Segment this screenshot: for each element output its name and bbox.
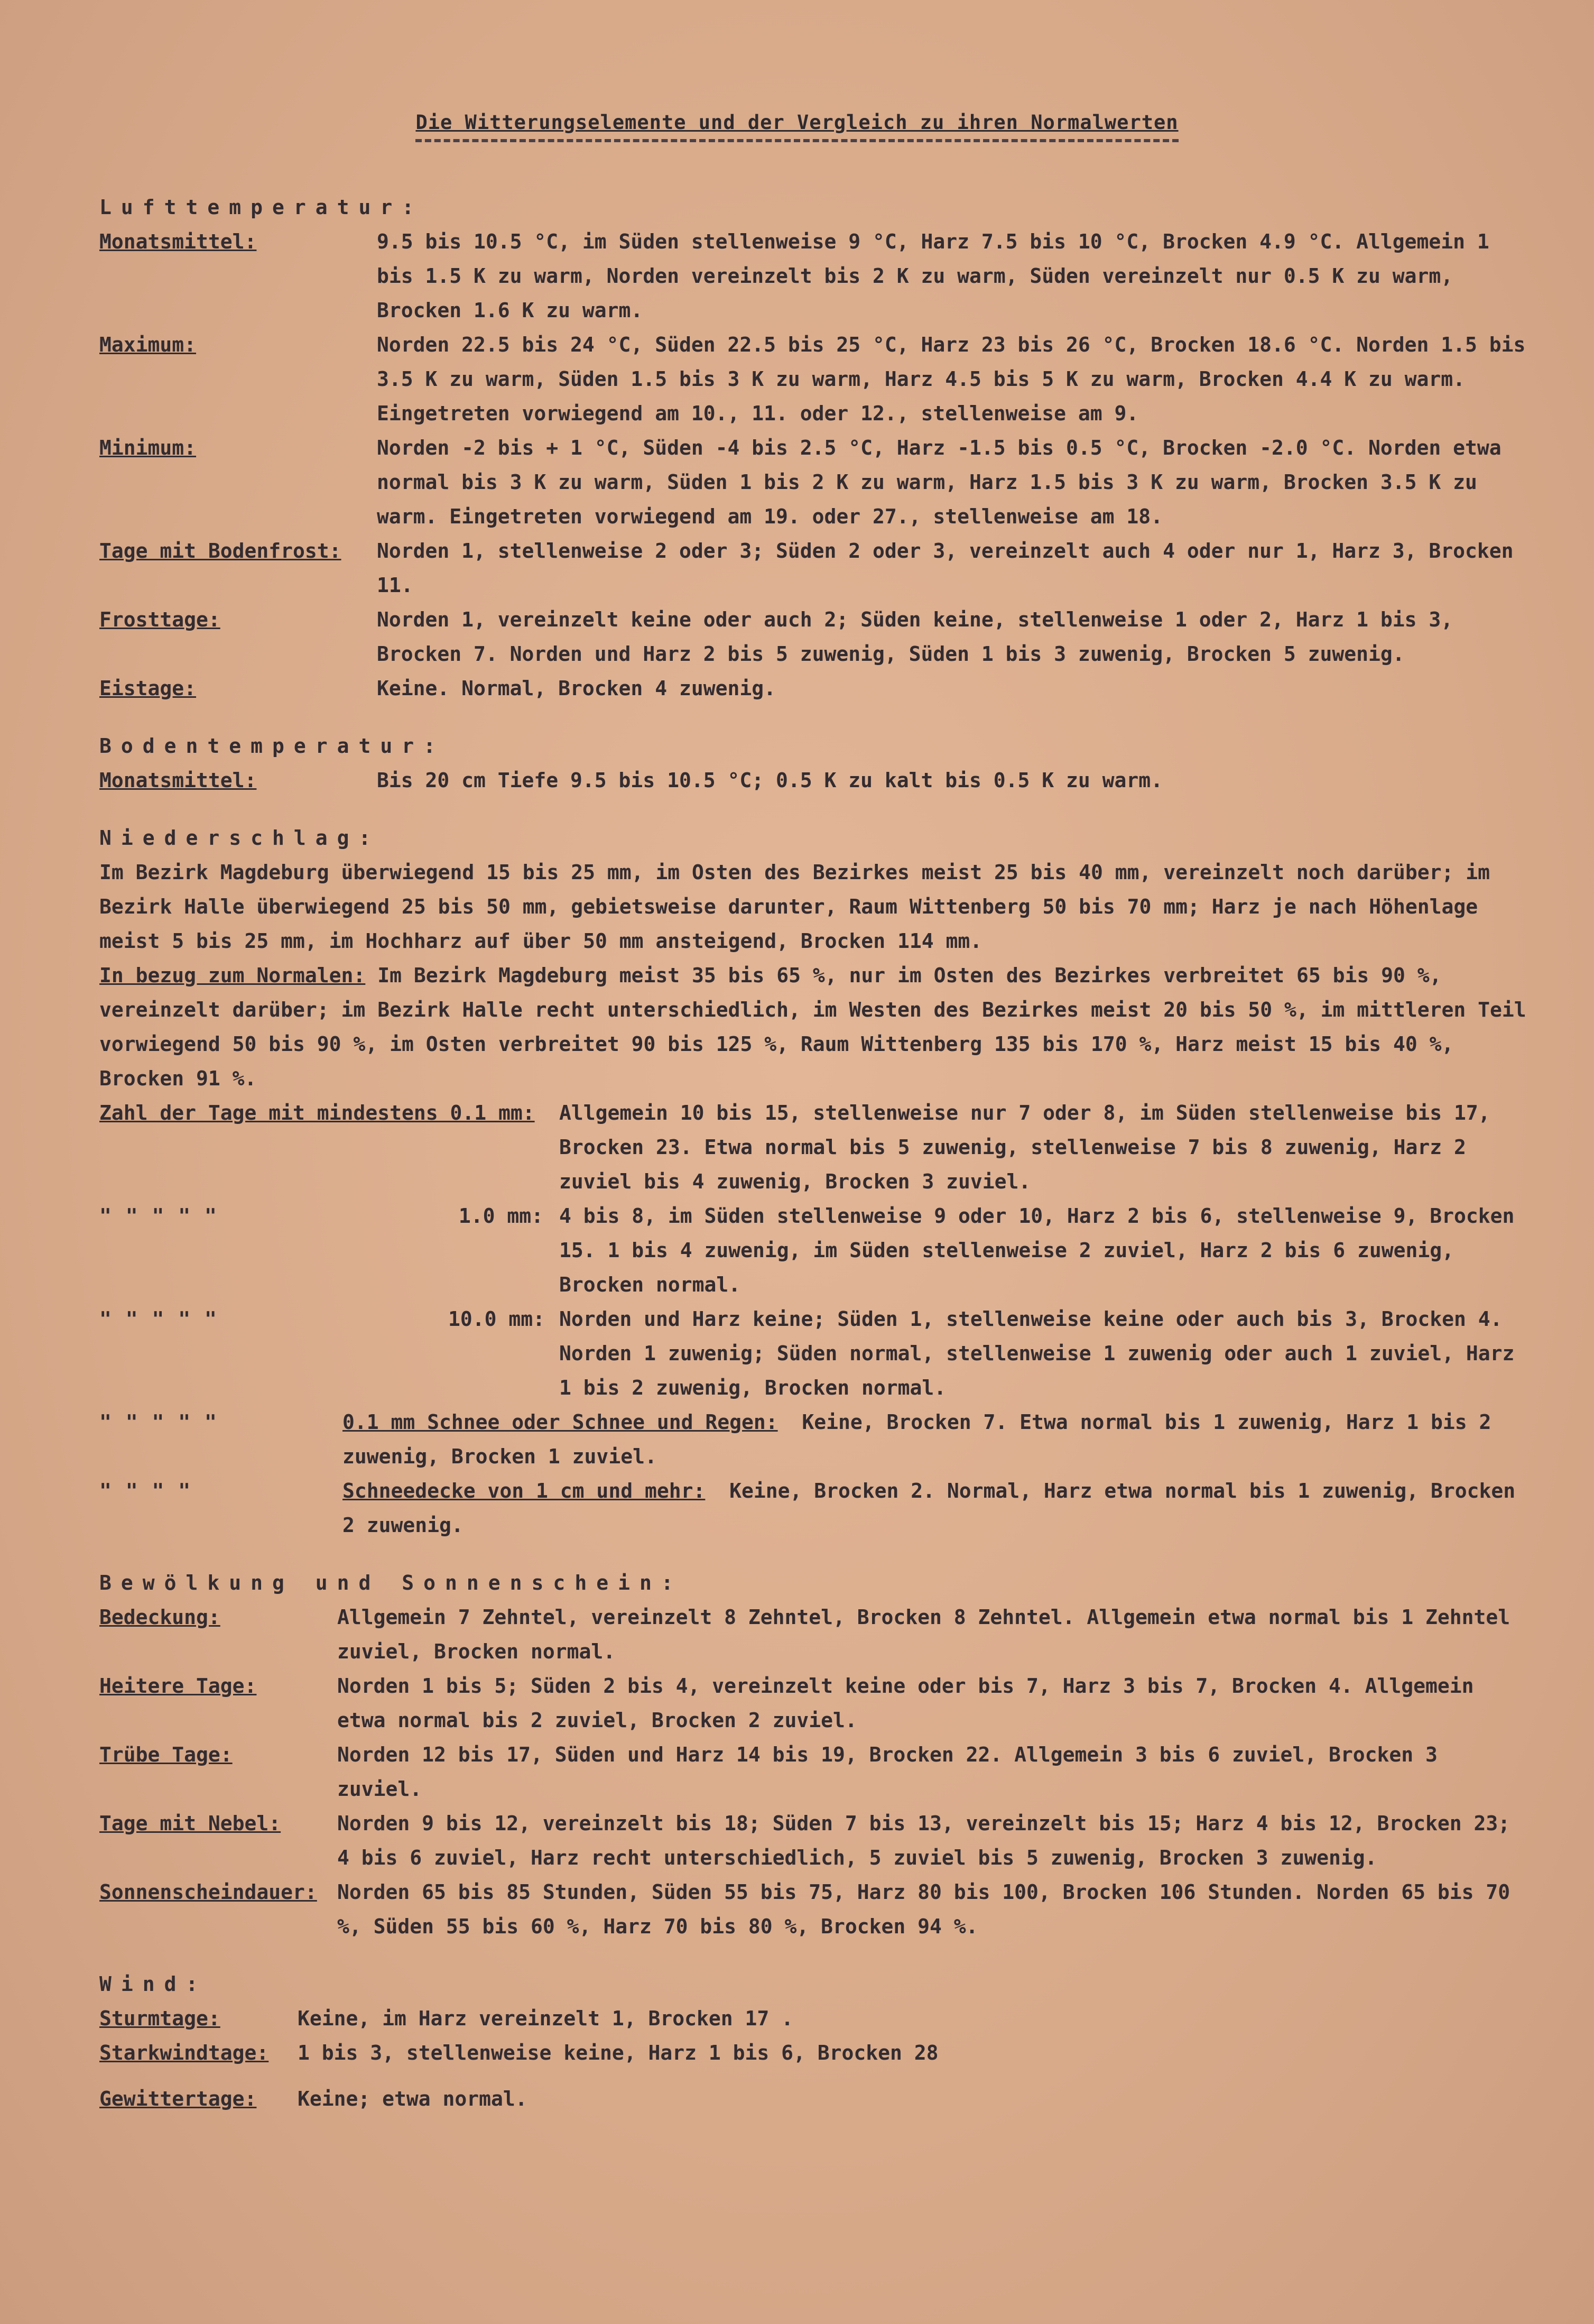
row-label: Minimum: (99, 436, 197, 459)
section-heading: Bewölkung und Sonnenschein: (99, 1571, 683, 1594)
section-bodentemperatur (99, 729, 1526, 798)
bezug-text: Im Bezirk Magdeburg meist 35 bis 65 %, nur im Osten des Bezirkes verbreitet 65 bis 90 %, vereinzelt darüber; im Bezirk Halle recht unterschiedlich, im Westen des Bezirkes meist 20 bis 50 %, im mittleren Teil vorwiegend 50 bis 90 %, im Osten verbreitet 90 bis 125 %, Raum Wittenberg 135 bis 170 %, Harz meist 15 bis 40 %, Brocken 91 %. (99, 964, 1526, 1090)
ditto-marks: " " " " " (99, 1204, 218, 1228)
row-text: Norden 12 bis 17, Süden und Harz 14 bis 19, Brocken 22. Allgemein 3 bis 6 zuviel, Brocken 3 zuviel. (337, 1743, 1438, 1801)
ditto-marks: " " " " " (99, 1307, 218, 1331)
row-text: Norden und Harz keine; Süden 1, stellenweise keine oder auch bis 3, Brocken 4. Norden 1 zuwenig; Süden normal, stellenweise 1 zuwenig oder auch 1 zuviel, Harz 1 bis 2 zuwenig, Brocken normal. (559, 1307, 1515, 1399)
decke-text: Keine, Brocken 2. Normal, Harz etwa normal bis 1 zuwenig, Brocken 2 zuwenig. (342, 1479, 1516, 1537)
row-label: Monatsmittel: (99, 230, 257, 253)
ditto-marks: " " " " " (99, 1410, 218, 1434)
row-text: Norden 22.5 bis 24 °C, Süden 22.5 bis 25 °C, Harz 23 bis 26 °C, Brocken 18.6 °C. Norden 1.5 bis 3.5 K zu warm, Süden 1.5 bis 3 K zu warm, Harz 4.5 bis 5 K zu warm, Brocken 4.4 K zu warm. Eingetreten vorwiegend am 10., 11. oder 12., stellenweise am 9. (377, 333, 1526, 425)
section-lufttemperatur (99, 190, 1526, 706)
row (99, 2082, 1526, 2116)
row (99, 534, 1526, 603)
row-label: Schneedecke von 1 cm und mehr: (342, 1479, 706, 1502)
row-label: Heitere Tage: (99, 1674, 257, 1698)
row-label: Starkwindtage: (99, 2041, 269, 2064)
row (99, 1669, 1526, 1738)
row (99, 431, 1526, 534)
schnee-text: Keine, Brocken 7. Etwa normal bis 1 zuwenig, Harz 1 bis 2 zuwenig, Brocken 1 zuviel. (342, 1410, 1491, 1468)
row-label: Gewittertage: (99, 2087, 257, 2110)
row (99, 1600, 1526, 1669)
section-wind (99, 1967, 1526, 2116)
section-heading: Wind: (99, 1972, 208, 1996)
row-label: Sonnenscheindauer: (99, 1880, 317, 1904)
row-text: Allgemein 10 bis 15, stellenweise nur 7 oder 8, im Süden stellenweise bis 17, Brocken 23. Etwa normal bis 5 zuwenig, stellenweise 7 bis 8 zuwenig, Harz 2 zuviel bis 4 zuwenig, Brocken 3 zuviel. (559, 1101, 1490, 1193)
row (99, 328, 1526, 431)
section-heading: Niederschlag: (99, 826, 381, 850)
section-heading: Lufttemperatur: (99, 196, 424, 219)
row-text: Keine. Normal, Brocken 4 zuwenig. (377, 677, 776, 700)
row-label: Eistage: (99, 677, 197, 700)
row-label: Monatsmittel: (99, 769, 257, 792)
niederschlag-paragraph: Im Bezirk Magdeburg überwiegend 15 bis 25 mm, im Osten des Bezirkes meist 25 bis 40 mm, vereinzelt noch darüber; im Bezirk Halle überwiegend 25 bis 50 mm, gebietsweise darunter, Raum Wittenberg 50 bis 70 mm; Harz je nach Höhenlage meist 5 bis 25 mm, im Hochharz auf über 50 mm ansteigend, Brocken 114 mm. (99, 861, 1490, 953)
row-tage-10mm (99, 1302, 1526, 1405)
row-text: Norden 1, vereinzelt keine oder auch 2; Süden keine, stellenweise 1 oder 2, Harz 1 bis 3, Brocken 7. Norden und Harz 2 bis 5 zuwenig, Süden 1 bis 3 zuwenig, Brocken 5 zuwenig. (377, 608, 1453, 666)
title-wrap (0, 111, 1594, 142)
row (99, 1806, 1526, 1875)
row-text (342, 1405, 1526, 1474)
ditto-marks: " " " " (99, 1479, 192, 1502)
row-text: 4 bis 8, im Süden stellenweise 9 oder 10, Harz 2 bis 6, stellenweise 9, Brocken 15. 1 bis 4 zuwenig, im Süden stellenweise 2 zuviel, Harz 2 bis 6 zuwenig, Brocken normal. (559, 1204, 1515, 1296)
row-text: 9.5 bis 10.5 °C, im Süden stellenweise 9 °C, Harz 7.5 bis 10 °C, Brocken 4.9 °C. Allgemein 1 bis 1.5 K zu warm, Norden vereinzelt bis 2 K zu warm, Süden vereinzelt nur 0.5 K zu warm, Brocken 1.6 K zu warm. (377, 230, 1489, 322)
row-label: Zahl der Tage mit mindestens 0.1 mm: (99, 1101, 535, 1124)
document-title: Die Witterungselemente und der Vergleich zu ihren Normalwerten (415, 111, 1178, 142)
row (99, 1738, 1526, 1806)
row (99, 2002, 1526, 2036)
row-tage-1mm (99, 1199, 1526, 1302)
row-text: 1 bis 3, stellenweise keine, Harz 1 bis 6, Brocken 28 (298, 2041, 939, 2064)
row-text: Allgemein 7 Zehntel, vereinzelt 8 Zehntel, Brocken 8 Zehntel. Allgemein etwa normal bis 1 Zehntel zuviel, Brocken normal. (337, 1606, 1510, 1663)
row-label: Tage mit Bodenfrost: (99, 539, 341, 562)
row-label: 0.1 mm Schnee oder Schnee und Regen: (342, 1410, 778, 1434)
row (99, 763, 1526, 798)
row-label: Maximum: (99, 333, 197, 356)
row-text: Norden 65 bis 85 Stunden, Süden 55 bis 75, Harz 80 bis 100, Brocken 106 Stunden. Norden 65 bis 70 %, Süden 55 bis 60 %, Harz 70 bis 80 %, Brocken 94 %. (337, 1880, 1510, 1938)
row-text: Norden -2 bis + 1 °C, Süden -4 bis 2.5 °C, Harz -1.5 bis 0.5 °C, Brocken -2.0 °C. Norden etwa normal bis 3 K zu warm, Süden 1 bis 2 K zu warm, Harz 1.5 bis 3 K zu warm, Brocken 3.5 K zu warm. Eingetreten vorwiegend am 19. oder 27., stellenweise am 18. (377, 436, 1502, 528)
row-label: Bedeckung: (99, 1606, 220, 1629)
row-label: 10.0 mm: (448, 1307, 545, 1331)
row-label: Tage mit Nebel: (99, 1812, 281, 1835)
section-heading: Bodentemperatur: (99, 734, 446, 758)
row-text: Norden 9 bis 12, vereinzelt bis 18; Süden 7 bis 13, vereinzelt bis 15; Harz 4 bis 12, Brocken 23; 4 bis 6 zuviel, Harz recht unterschiedlich, 5 zuviel bis 5 zuwenig, Brocken 3 zuwenig. (337, 1812, 1510, 1869)
row-text: Keine; etwa normal. (298, 2087, 527, 2110)
row-label: Sturmtage: (99, 2007, 220, 2030)
row-tage-schnee (99, 1405, 1526, 1474)
row-text: Norden 1, stellenweise 2 oder 3; Süden 2 oder 3, vereinzelt auch 4 oder nur 1, Harz 3, Brocken 11. (377, 539, 1514, 597)
row (99, 1875, 1526, 1944)
row-text: Bis 20 cm Tiefe 9.5 bis 10.5 °C; 0.5 K zu kalt bis 0.5 K zu warm. (377, 769, 1163, 792)
section-bewoelkung (99, 1566, 1526, 1944)
row-label: 1.0 mm: (458, 1204, 543, 1228)
row-label: Frosttage: (99, 608, 220, 631)
row (99, 671, 1526, 706)
section-niederschlag (99, 821, 1526, 1543)
document-body (99, 190, 1526, 2116)
row-text (342, 1474, 1526, 1543)
row-label: Trübe Tage: (99, 1743, 233, 1766)
bezug-label: In bezug zum Normalen: (99, 964, 366, 987)
row-schneedecke (99, 1474, 1526, 1543)
row (99, 603, 1526, 671)
row (99, 225, 1526, 328)
row-tage-01mm (99, 1096, 1526, 1199)
bezug-paragraph (99, 958, 1526, 1096)
row-text: Keine, im Harz vereinzelt 1, Brocken 17 . (298, 2007, 793, 2030)
row-text: Norden 1 bis 5; Süden 2 bis 4, vereinzelt keine oder bis 7, Harz 3 bis 7, Brocken 4. Allgemein etwa normal bis 2 zuviel, Brocken 2 zuviel. (337, 1674, 1474, 1732)
row (99, 2036, 1526, 2070)
